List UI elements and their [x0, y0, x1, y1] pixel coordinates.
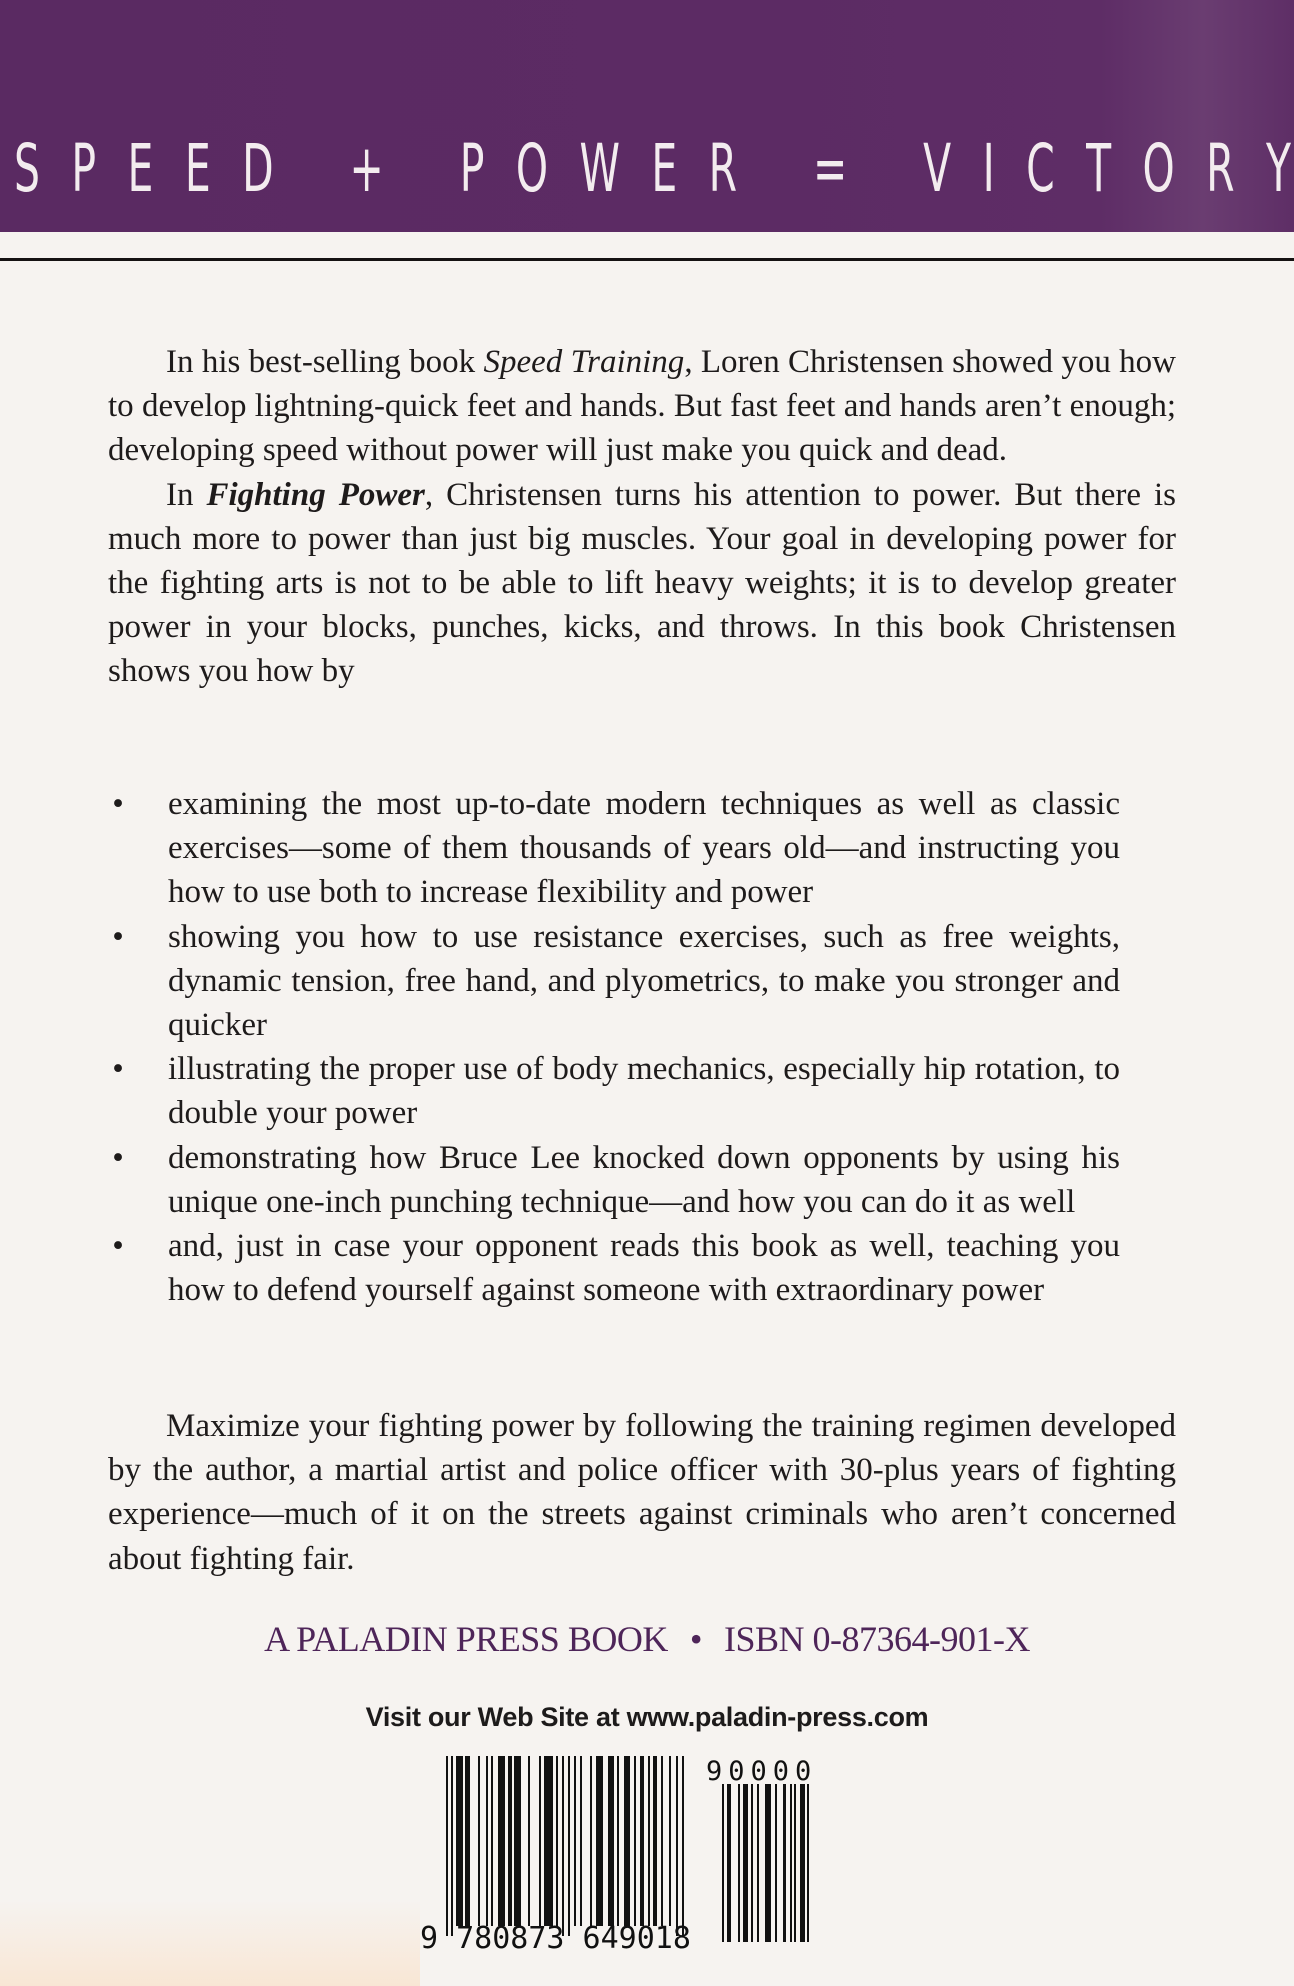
- tagline-letter: =: [812, 130, 848, 207]
- tagline-letter: D: [242, 130, 274, 207]
- list-item-text: and, just in case your opponent reads this book as well, teaching you how to defend yourself against someone with extraordinary power: [168, 1228, 1120, 1309]
- book-title-fighting-power: Fighting Power: [206, 476, 425, 513]
- bullet-icon: •: [112, 1139, 124, 1176]
- bullet-icon: •: [112, 786, 124, 822]
- tagline-letter: E: [184, 130, 211, 207]
- tagline-letter: E: [127, 130, 154, 207]
- barcode-addon-digits: 90000: [706, 1756, 818, 1787]
- website-line: Visit our Web Site at www.paladin-press.com: [365, 1702, 929, 1732]
- tagline-letter: E: [651, 130, 678, 207]
- feature-list: [108, 782, 1120, 1312]
- publisher-line: [0, 1618, 1294, 1660]
- tagline-letter: V: [923, 130, 952, 207]
- list-item: [108, 1224, 1120, 1312]
- tagline-letter: W: [579, 130, 620, 207]
- isbn: ISBN 0-87364-901-X: [723, 1619, 1030, 1659]
- intro-paragraph-2: [108, 473, 1176, 694]
- bullet-icon: •: [112, 1051, 124, 1088]
- tagline-letter: [415, 136, 428, 202]
- list-item: [108, 1136, 1120, 1224]
- isbn-barcode: [420, 1756, 818, 1966]
- closing-section: [108, 1404, 1176, 1581]
- barcode-digits: 9 780873 649018: [420, 1921, 691, 1956]
- tagline-letter: O: [1142, 130, 1175, 207]
- tagline-letter: [879, 136, 892, 202]
- tagline-letter: O: [515, 130, 549, 207]
- p2-suffix: , Christensen turns his attention to power. But there is much more to power than just big muscles. Your goal in developing power for the fighting arts is not to be able to lift heavy weights; it is to develop greater power in your blocks, punches, kicks, and throws. In this book Christensen shows you how by: [108, 476, 1176, 690]
- tagline-letter: T: [1086, 130, 1112, 207]
- p2-prefix: In: [166, 476, 207, 513]
- scan-tint: [0, 1900, 420, 1986]
- bullet-icon: •: [112, 1228, 124, 1265]
- tagline-letter: I: [982, 130, 995, 207]
- separator-dot: •: [689, 1619, 702, 1659]
- tagline-letter: Y: [1266, 130, 1292, 207]
- tagline-letter: [305, 136, 318, 202]
- tagline: [14, 130, 1292, 207]
- list-item-text: examining the most up-to-date modern techniques as well as classic exercises—some of them thousands of years old—and instructing you how to use both to increase flexibility and power: [168, 786, 1120, 911]
- book-title-speed-training: Speed Training: [483, 344, 685, 380]
- p1-suffix: , Loren Christensen showed you how to develop lightning-quick feet and hands. But fast feet and hands aren’t enough; developing speed without power will just make you quick and dead.: [108, 344, 1176, 469]
- tagline-letter: R: [708, 130, 738, 207]
- publisher-imprint: A PALADIN PRESS BOOK: [264, 1619, 668, 1659]
- divider-rule: [0, 258, 1294, 261]
- tagline-letter: P: [71, 130, 97, 207]
- p1-prefix: In his best-selling book: [166, 344, 484, 380]
- list-item: [108, 782, 1120, 915]
- tagline-letter: C: [1026, 130, 1055, 207]
- list-item: [108, 915, 1120, 1048]
- tagline-letter: S: [14, 130, 40, 207]
- tagline-letter: P: [459, 130, 485, 207]
- tagline-letter: R: [1206, 130, 1235, 207]
- tagline-letter: [769, 136, 782, 202]
- tagline-letter: +: [349, 130, 384, 207]
- list-item: [108, 1047, 1120, 1135]
- header-band: [0, 0, 1294, 232]
- list-item-text: illustrating the proper use of body mechanics, especially hip rotation, to double your power: [168, 1051, 1120, 1132]
- intro-section: [108, 340, 1176, 694]
- list-item-text: demonstrating how Bruce Lee knocked down opponents by using his unique one-inch punching technique—and how you can do it as well: [168, 1139, 1120, 1220]
- intro-paragraph-1: [108, 340, 1176, 473]
- closing-paragraph: Maximize your fighting power by following the training regimen developed by the author, a martial artist and police officer with 30-plus years of fighting experience—much of it on the streets against criminals who aren’t concerned about fighting fair.: [108, 1408, 1176, 1577]
- bullet-icon: •: [112, 918, 124, 955]
- list-item-text: showing you how to use resistance exercises, such as free weights, dynamic tension, free hand, and plyometrics, to make you stronger and quicker: [168, 918, 1120, 1044]
